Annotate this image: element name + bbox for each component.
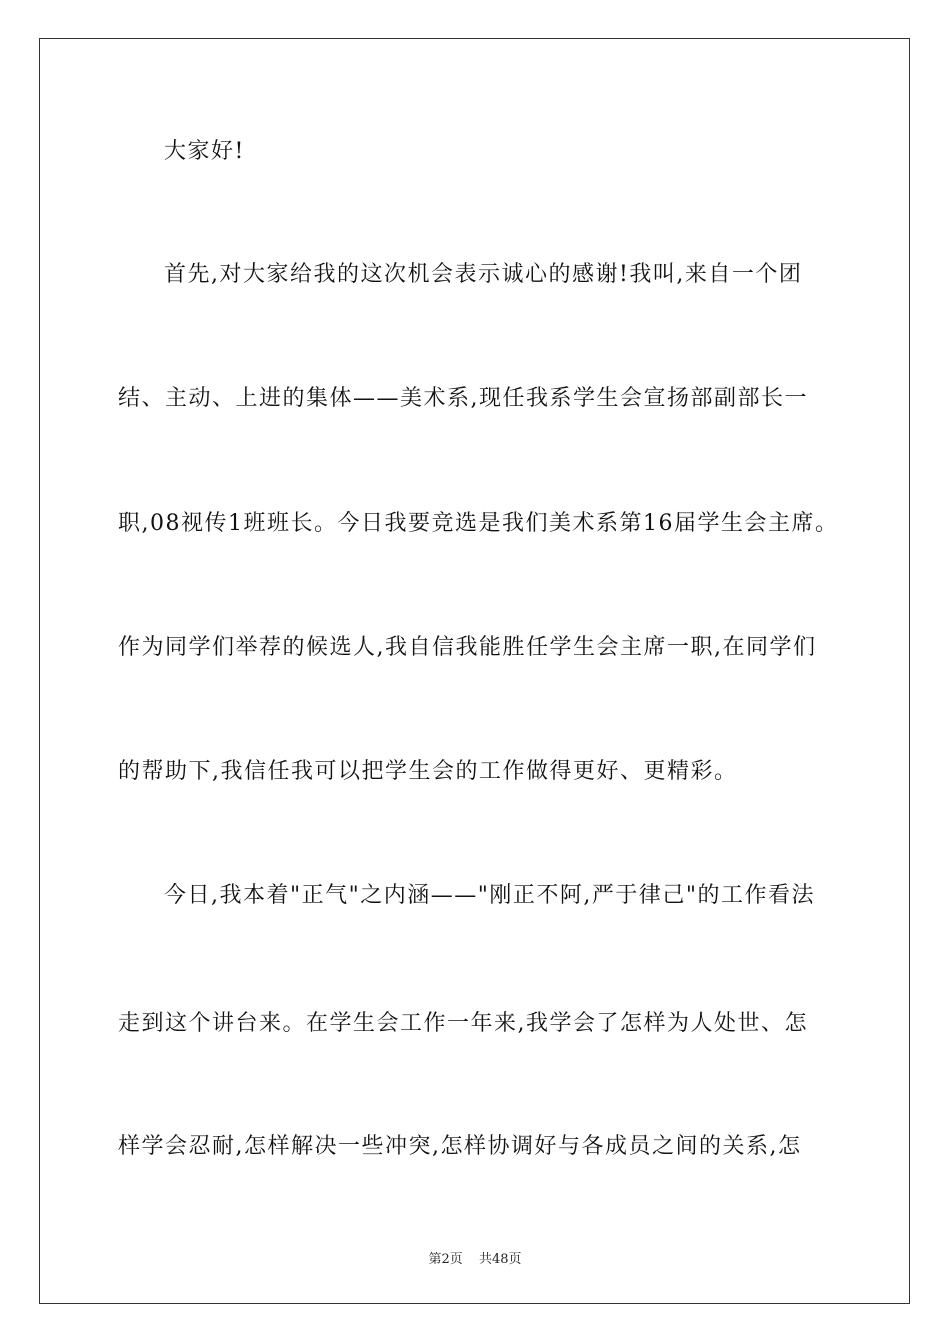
text-line: 走到这个讲台来。在学生会工作一年来,我学会了怎样为人处世、怎: [118, 1011, 808, 1036]
page-footer: [0, 1248, 950, 1267]
greeting-line: 大家好!: [164, 139, 245, 164]
page-number: 第2页: [428, 1252, 463, 1267]
total-pages: 共48页: [478, 1252, 522, 1267]
text-line: 职,08视传1班班长。今日我要竞选是我们美术系第16届学生会主席。: [118, 511, 839, 536]
text-line: 今日,我本着"正气"之内涵——"刚正不阿,严于律己"的工作看法: [164, 883, 815, 908]
text-line: 样学会忍耐,怎样解决一些冲突,怎样协调好与各成员之间的关系,怎: [118, 1134, 802, 1159]
text-line: 作为同学们举荐的候选人,我自信我能胜任学生会主席一职,在同学们: [118, 635, 817, 660]
text-line: 结、主动、上进的集体——美术系,现任我系学生会宣扬部副部长一: [118, 386, 808, 411]
text-line: 的帮助下,我信任我可以把学生会的工作做得更好、更精彩。: [118, 759, 738, 784]
text-line: 首先,对大家给我的这次机会表示诚心的感谢!我叫,来自一个团: [164, 262, 803, 287]
page-frame: [39, 38, 910, 1304]
